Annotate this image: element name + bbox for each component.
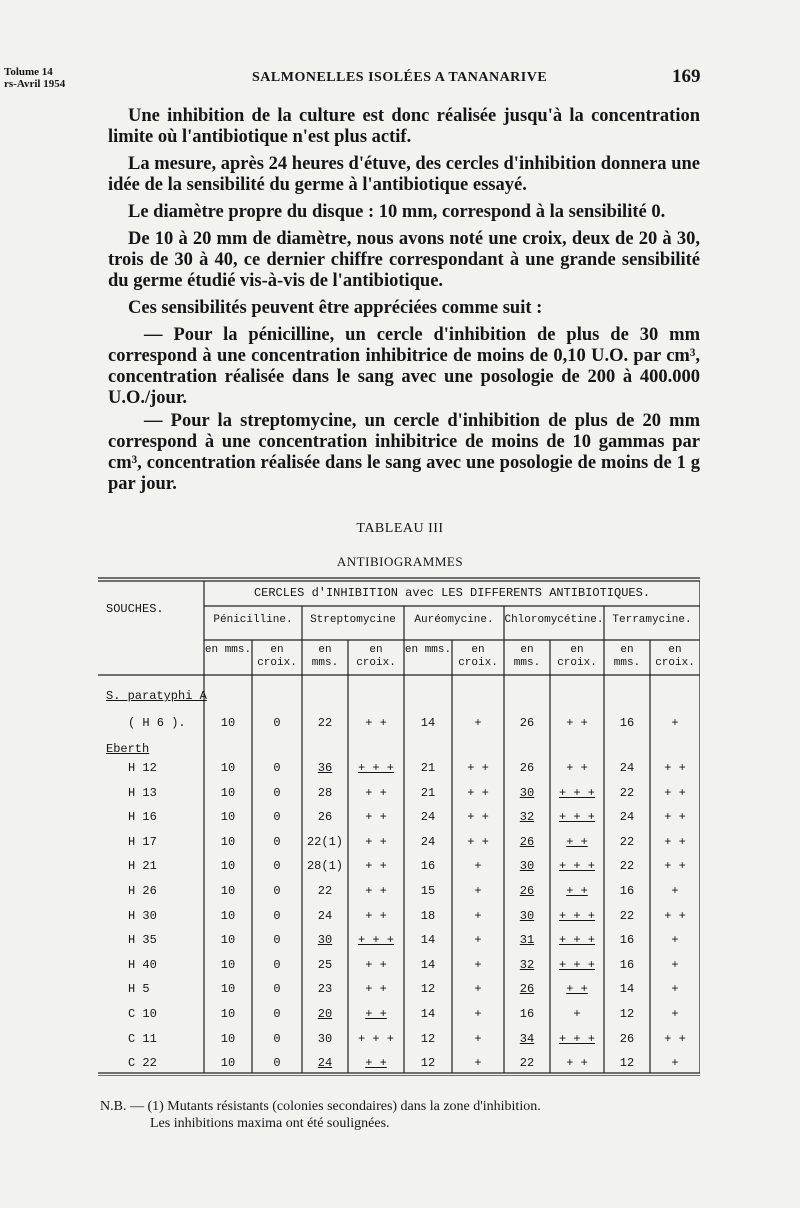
value-croix: +	[573, 1007, 581, 1021]
antibiotic-header: Terramycine.	[612, 614, 692, 626]
value-croix: + + +	[357, 1031, 394, 1046]
paragraph: Une inhibition de la culture est donc réalisée jusqu'à la concentration limite où l'antibiotique n'est plus actif.	[108, 106, 700, 147]
value-croix: + + +	[558, 859, 595, 874]
value-mm: 12	[420, 1056, 436, 1071]
value-mm: 16	[619, 933, 635, 948]
value-croix: 0	[273, 1031, 281, 1046]
value-mm: 21	[420, 761, 436, 775]
sub-header-mm: en mms.	[513, 644, 541, 669]
value-croix: + +	[365, 859, 387, 874]
value-mm: 14	[420, 933, 436, 948]
value-croix: + +	[365, 810, 387, 825]
footnote	[100, 1098, 541, 1132]
strain-label: H 35	[128, 933, 157, 948]
value-croix: + +	[365, 1007, 387, 1021]
value-mm: 22(1)	[306, 834, 343, 849]
value-mm: 22	[317, 884, 333, 898]
value-mm: 21	[420, 785, 436, 800]
sub-header-croix: en croix.	[655, 644, 695, 669]
value-croix: + +	[566, 761, 588, 775]
value-croix: + + +	[357, 761, 394, 775]
value-croix: + +	[566, 982, 588, 997]
value-croix: 0	[273, 933, 281, 948]
value-croix: 0	[273, 761, 281, 775]
sub-header-mm: en mms.	[613, 644, 641, 669]
value-croix: + +	[664, 859, 686, 874]
value-mm: 32	[519, 810, 535, 825]
value-croix: +	[671, 957, 679, 972]
antibiotic-header: Pénicilline.	[213, 614, 293, 626]
value-croix: + +	[365, 884, 387, 898]
value-croix: + +	[467, 761, 489, 775]
value-mm: 10	[220, 933, 236, 948]
value-croix: 0	[273, 957, 281, 972]
paragraph: La mesure, après 24 heures d'étuve, des cercles d'inhibition donnera une idée de la sensibilité du germe à l'antibiotique essayé.	[108, 154, 700, 195]
value-mm: 10	[220, 884, 236, 898]
value-mm: 12	[420, 982, 436, 997]
value-mm: 10	[220, 1056, 236, 1071]
value-mm: 26	[519, 761, 535, 775]
value-croix: +	[671, 1007, 679, 1021]
value-mm: 10	[220, 1007, 236, 1021]
value-mm: 10	[220, 982, 236, 997]
value-mm: 36	[317, 761, 333, 775]
value-mm: 30	[317, 1031, 333, 1046]
issue-date: rs-Avril 1954	[4, 78, 66, 90]
value-mm: 30	[317, 933, 333, 948]
value-croix: +	[474, 982, 482, 997]
value-croix: + +	[365, 716, 387, 730]
value-mm: 26	[519, 982, 535, 997]
antibiotic-header: Streptomycine	[310, 614, 396, 626]
value-croix: +	[474, 957, 482, 972]
value-mm: 26	[519, 716, 535, 730]
strain-label: C 22	[128, 1056, 157, 1071]
value-croix: + +	[365, 785, 387, 800]
value-croix: + +	[664, 810, 686, 825]
strain-label: C 10	[128, 1007, 157, 1021]
value-croix: + + +	[558, 957, 595, 972]
value-croix: +	[671, 933, 679, 948]
value-mm: 16	[619, 716, 635, 730]
strain-label: H 26	[128, 884, 157, 898]
strain-label: H 5	[128, 982, 150, 997]
antibiotic-header: Auréomycine.	[414, 614, 494, 626]
sub-header-croix: en croix.	[557, 644, 597, 669]
value-croix: 0	[273, 834, 281, 849]
sub-header-croix: en croix.	[458, 644, 498, 669]
value-mm: 10	[220, 834, 236, 849]
antibiogram-table	[98, 576, 700, 1076]
value-croix: +	[671, 982, 679, 997]
value-croix: + +	[664, 908, 686, 923]
value-croix: + + +	[558, 933, 595, 948]
value-croix: +	[474, 1007, 482, 1021]
value-mm: 31	[519, 933, 535, 948]
paragraph: Le diamètre propre du disque : 10 mm, correspond à la sensibilité 0.	[128, 202, 666, 222]
value-mm: 18	[420, 908, 436, 923]
souches-header: SOUCHES.	[106, 602, 164, 616]
footnote-line-2: Les inhibitions maxima ont été soulignées.	[150, 1116, 390, 1131]
value-croix: + +	[566, 884, 588, 898]
value-croix: +	[474, 716, 482, 730]
value-croix: +	[671, 1056, 679, 1071]
value-croix: + + +	[357, 933, 394, 948]
value-mm: 23	[317, 982, 333, 997]
value-mm: 10	[220, 957, 236, 972]
value-mm: 34	[519, 1031, 535, 1046]
volume-info	[4, 66, 65, 90]
value-mm: 26	[619, 1031, 635, 1046]
value-croix: +	[474, 933, 482, 948]
value-mm: 22	[619, 908, 635, 923]
running-title: SALMONELLES ISOLÉES A TANANARIVE	[252, 70, 548, 85]
group-paratyphi: S. paratyphi A	[106, 689, 207, 703]
value-mm: 10	[220, 761, 236, 775]
value-croix: + +	[664, 785, 686, 800]
sub-header-mm: en mms.	[204, 644, 252, 656]
value-mm: 16	[420, 859, 436, 874]
sub-header-mm: en mms.	[311, 644, 339, 669]
value-mm: 12	[619, 1007, 635, 1021]
value-croix: +	[671, 884, 679, 898]
value-mm: 22	[619, 785, 635, 800]
value-croix: +	[474, 1031, 482, 1046]
body-text	[108, 106, 700, 497]
value-croix: +	[474, 884, 482, 898]
value-croix: +	[474, 1056, 482, 1071]
value-mm: 24	[317, 1056, 333, 1071]
value-croix: + +	[467, 785, 489, 800]
value-croix: 0	[273, 982, 281, 997]
value-croix: + +	[467, 834, 489, 849]
value-mm: 14	[420, 716, 436, 730]
value-mm: 22	[619, 834, 635, 849]
value-mm: 30	[519, 785, 535, 800]
value-croix: 0	[273, 884, 281, 898]
value-croix: 0	[273, 859, 281, 874]
value-mm: 28(1)	[306, 859, 343, 874]
value-croix: 0	[273, 1007, 281, 1021]
value-mm: 14	[420, 1007, 436, 1021]
value-croix: + +	[365, 957, 387, 972]
value-mm: 26	[519, 834, 535, 849]
value-croix: + +	[664, 761, 686, 775]
value-mm: 16	[619, 957, 635, 972]
value-mm: 16	[519, 1007, 535, 1021]
value-mm: 12	[420, 1031, 436, 1046]
volume-label: Tolume 14	[4, 66, 53, 78]
value-mm: 10	[220, 785, 236, 800]
value-croix: + +	[566, 716, 588, 730]
value-mm: 20	[317, 1007, 333, 1021]
value-mm: 25	[317, 957, 333, 972]
sub-header-croix: en croix.	[356, 644, 396, 669]
value-croix: +	[671, 716, 679, 730]
value-mm: 30	[519, 859, 535, 874]
value-croix: 0	[273, 810, 281, 825]
strain-label: ( H 6 ).	[128, 716, 186, 730]
value-mm: 22	[317, 716, 333, 730]
paragraph: — Pour la pénicilline, un cercle d'inhibition de plus de 30 mm correspond à une concentration inhibitrice de moins de 0,10 U.O. par cm³, concentration réalisée dans le sang avec une posologie de 200 à 400.000 U.O./jour.	[108, 325, 700, 408]
antibiotic-header: Chloromycétine.	[504, 614, 604, 626]
value-mm: 14	[420, 957, 436, 972]
value-mm: 16	[619, 884, 635, 898]
value-croix: 0	[273, 908, 281, 923]
group-eberth: Eberth	[106, 742, 150, 756]
footnote-line-1: N.B. — (1) Mutants résistants (colonies secondaires) dans la zone d'inhibition.	[100, 1099, 541, 1114]
value-mm: 10	[220, 810, 236, 825]
value-croix: +	[474, 859, 482, 874]
paragraph: — Pour la streptomycine, un cercle d'inhibition de plus de 20 mm correspond à une concentration inhibitrice de moins de 10 gammas par cm³, concentration réalisée dans le sang avec une posologie de moins de 1 g par jour.	[108, 411, 700, 494]
value-mm: 24	[420, 834, 436, 849]
value-mm: 24	[619, 810, 635, 825]
strain-label: C 11	[128, 1031, 157, 1046]
value-croix: + + +	[558, 1031, 595, 1046]
strain-label: H 17	[128, 834, 157, 849]
paragraph: De 10 à 20 mm de diamètre, nous avons noté une croix, deux de 20 à 30, trois de 30 à 40, ce dernier chiffre correspondant à une grande sensibilité du germe étudié vis-à-vis de l'antibiotique.	[108, 229, 700, 291]
value-croix: 0	[273, 716, 281, 730]
value-mm: 10	[220, 1031, 236, 1046]
value-croix: + +	[664, 834, 686, 849]
value-mm: 28	[317, 785, 333, 800]
sub-header-croix: en croix.	[257, 644, 297, 669]
page-number: 169	[672, 66, 701, 87]
value-croix: 0	[273, 785, 281, 800]
value-mm: 10	[220, 908, 236, 923]
value-croix: + +	[664, 1031, 686, 1046]
strain-label: H 12	[128, 761, 157, 775]
value-croix: + +	[467, 810, 489, 825]
table-subtitle: ANTIBIOGRAMMES	[336, 554, 464, 569]
value-croix: + +	[365, 1056, 387, 1071]
value-mm: 24	[619, 761, 635, 775]
value-mm: 32	[519, 957, 535, 972]
value-mm: 14	[619, 982, 635, 997]
value-mm: 30	[519, 908, 535, 923]
table-caption: TABLEAU III	[356, 521, 444, 536]
value-mm: 10	[220, 716, 236, 730]
value-mm: 12	[619, 1056, 635, 1071]
value-croix: + + +	[558, 785, 595, 800]
value-croix: + +	[566, 834, 588, 849]
value-mm: 10	[220, 859, 236, 874]
sub-header-mm: en mms.	[404, 644, 452, 656]
value-croix: 0	[273, 1056, 281, 1071]
value-croix: + + +	[558, 810, 595, 825]
value-mm: 24	[420, 810, 436, 825]
strain-label: H 40	[128, 957, 157, 972]
value-mm: 22	[619, 859, 635, 874]
strain-label: H 21	[128, 859, 157, 874]
value-croix: + +	[365, 982, 387, 997]
group-header: CERCLES d'INHIBITION avec LES DIFFERENTS ANTIBIOTIQUES.	[253, 586, 651, 600]
strain-label: H 30	[128, 908, 157, 923]
value-mm: 26	[519, 884, 535, 898]
value-croix: +	[474, 908, 482, 923]
value-croix: + + +	[558, 908, 595, 923]
paragraph: Ces sensibilités peuvent être appréciées comme suit :	[128, 298, 543, 318]
value-croix: + +	[365, 908, 387, 923]
value-mm: 24	[317, 908, 333, 923]
value-croix: + +	[566, 1056, 588, 1071]
value-mm: 26	[317, 810, 333, 825]
value-mm: 15	[420, 884, 436, 898]
strain-label: H 16	[128, 810, 157, 825]
strain-label: H 13	[128, 785, 157, 800]
value-mm: 22	[519, 1056, 535, 1071]
value-croix: + +	[365, 834, 387, 849]
